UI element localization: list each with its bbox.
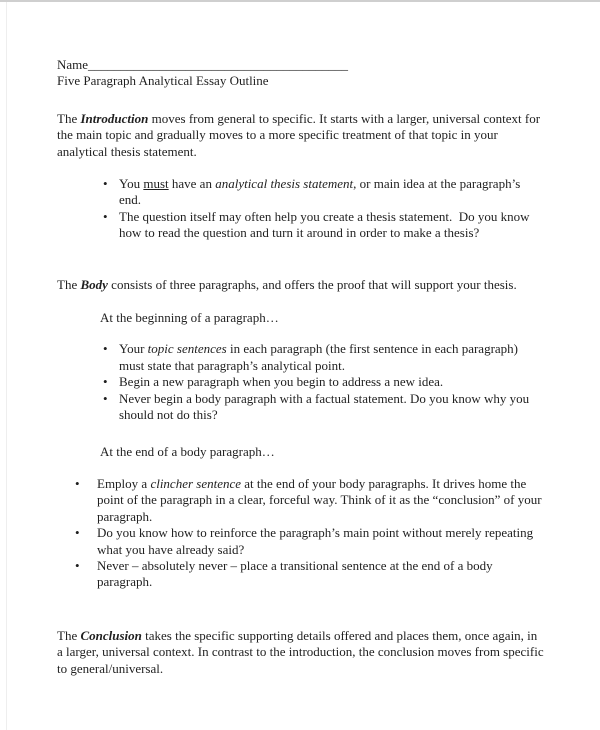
bullet-text: Begin a new paragraph when you begin to address a new idea. <box>119 374 444 390</box>
bullet-icon: • <box>103 176 108 192</box>
text-segment: consists of three paragraphs, and offers the proof that will support your thesis. <box>107 276 517 292</box>
text-segment: You <box>119 176 144 192</box>
list-item <box>57 391 545 424</box>
body-term: Body <box>80 276 108 292</box>
text-segment: moves from general to specific. It starts with a larger, universal context for the main topic and gradually moves to a more specific treatment of that topic in your analytical thesis statement. <box>57 110 541 159</box>
list-item <box>57 525 545 558</box>
text-segment: The <box>57 627 81 643</box>
bullet-text <box>97 476 545 525</box>
introduction-paragraph <box>57 111 545 160</box>
name-line <box>57 57 545 73</box>
bullet-text <box>119 341 545 374</box>
italic-segment: topic sentences <box>147 341 227 357</box>
text-segment: have an <box>168 176 216 192</box>
underlined-segment: must <box>143 176 169 192</box>
bullet-icon: • <box>75 557 80 573</box>
list-item <box>57 176 545 209</box>
text-segment: Employ a <box>97 475 151 491</box>
list-item <box>57 558 545 591</box>
beginning-subheading: At the beginning of a paragraph… <box>100 310 279 326</box>
conclusion-paragraph <box>57 628 545 677</box>
bullet-icon: • <box>75 525 80 541</box>
text-segment: , or main idea at the paragraph’s end. <box>119 176 524 208</box>
list-item <box>57 209 545 242</box>
text-segment: in each paragraph (the first sentence in each paragraph) must state that paragraph’s analytical point. <box>119 341 522 373</box>
document-body <box>0 2 600 677</box>
name-label: Name <box>57 57 89 72</box>
italic-segment: analytical thesis statement <box>215 176 354 192</box>
text-segment: at the end of your body paragraphs. It drives home the point of the paragraph in a clear, forceful way. Think of it as the “conclusion” of your paragraph. <box>97 475 545 524</box>
bullet-text: Never begin a body paragraph with a factual statement. Do you know why you should not do this? <box>119 390 533 423</box>
end-subheading: At the end of a body paragraph… <box>100 443 275 459</box>
bullet-text <box>119 176 545 209</box>
text-segment: takes the specific supporting details offered and places them, once again, in a larger, universal context. In contrast to the introduction, the conclusion moves from specific to general/universal. <box>57 627 544 676</box>
bullet-text: Never – absolutely never – place a transitional sentence at the end of a body paragraph. <box>97 557 496 590</box>
list-item <box>57 341 545 374</box>
list-item <box>57 374 545 390</box>
bullet-icon: • <box>103 208 108 224</box>
text-segment: The <box>57 276 81 292</box>
introduction-term: Introduction <box>80 110 149 126</box>
bullet-icon: • <box>103 341 108 357</box>
beginning-bullet-list <box>57 341 545 423</box>
bullet-icon: • <box>103 374 108 390</box>
bullet-text: Do you know how to reinforce the paragraph’s main point without merely repeating what you have already said? <box>97 525 537 557</box>
bullet-icon: • <box>103 390 108 406</box>
bullet-text: The question itself may often help you create a thesis statement. Do you know how to read the question and turn it around in order to make a thesis? <box>119 208 533 241</box>
bullet-icon: • <box>75 475 80 491</box>
body-paragraph <box>57 277 545 293</box>
conclusion-term: Conclusion <box>80 627 142 643</box>
name-blank-line: ________________________________________ <box>88 57 349 72</box>
introduction-bullet-list <box>57 176 545 242</box>
text-segment: The <box>57 110 81 126</box>
list-item <box>57 476 545 525</box>
text-segment: Your <box>119 341 148 357</box>
italic-segment: clincher sentence <box>150 475 242 491</box>
document-title: Five Paragraph Analytical Essay Outline <box>57 73 269 89</box>
end-bullet-list <box>57 476 545 591</box>
